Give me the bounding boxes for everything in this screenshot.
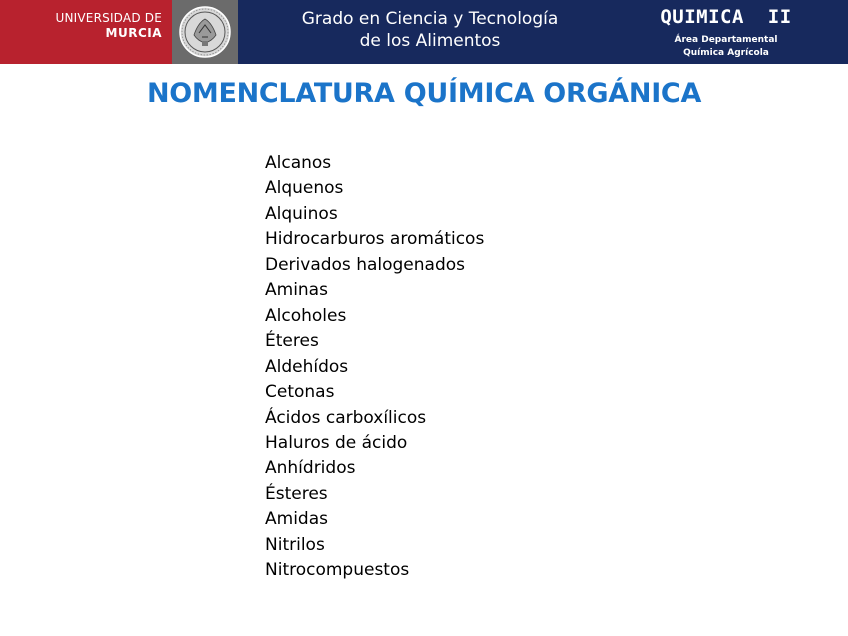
degree-line1: Grado en Ciencia y Tecnología — [301, 9, 559, 29]
course-department — [648, 34, 804, 60]
list-item: Nitrocompuestos — [265, 560, 410, 581]
list-item: Nitrilos — [265, 534, 325, 555]
list-item: Aldehídos — [265, 356, 349, 377]
list-item: Derivados halogenados — [265, 254, 465, 275]
list-item: Alquinos — [265, 203, 338, 224]
list-item: Alquenos — [265, 178, 344, 199]
university-logo — [0, 0, 172, 64]
university-name-line1: UNIVERSIDAD DE — [55, 11, 162, 25]
page-title: NOMENCLATURA QUÍMICA ORGÁNICA — [146, 78, 702, 109]
list-item: Aminas — [265, 280, 328, 301]
university-seal-icon — [172, 0, 238, 64]
list-item: Hidrocarburos aromáticos — [265, 229, 485, 250]
course-info — [648, 6, 804, 60]
list-item: Alcoholes — [265, 305, 347, 326]
course-subtitle-line1: Área Departamental — [674, 35, 778, 45]
seal-icon — [178, 5, 232, 59]
header-bar — [0, 0, 848, 64]
degree-name — [262, 8, 598, 52]
list-item: Éteres — [265, 331, 319, 352]
course-subtitle-line2: Química Agrícola — [683, 48, 769, 58]
list-item: Cetonas — [265, 382, 335, 403]
list-item: Haluros de ácido — [265, 432, 408, 453]
degree-line2: de los Alimentos — [359, 31, 501, 51]
course-title: QUIMICA II — [660, 6, 792, 28]
list-item: Ésteres — [265, 483, 328, 504]
list-item: Alcanos — [265, 153, 332, 173]
list-item: Amidas — [265, 509, 328, 530]
compound-list — [265, 151, 484, 584]
university-name-line2: MURCIA — [105, 26, 162, 40]
list-item: Anhídridos — [265, 458, 356, 479]
list-item: Ácidos carboxílicos — [265, 407, 427, 428]
